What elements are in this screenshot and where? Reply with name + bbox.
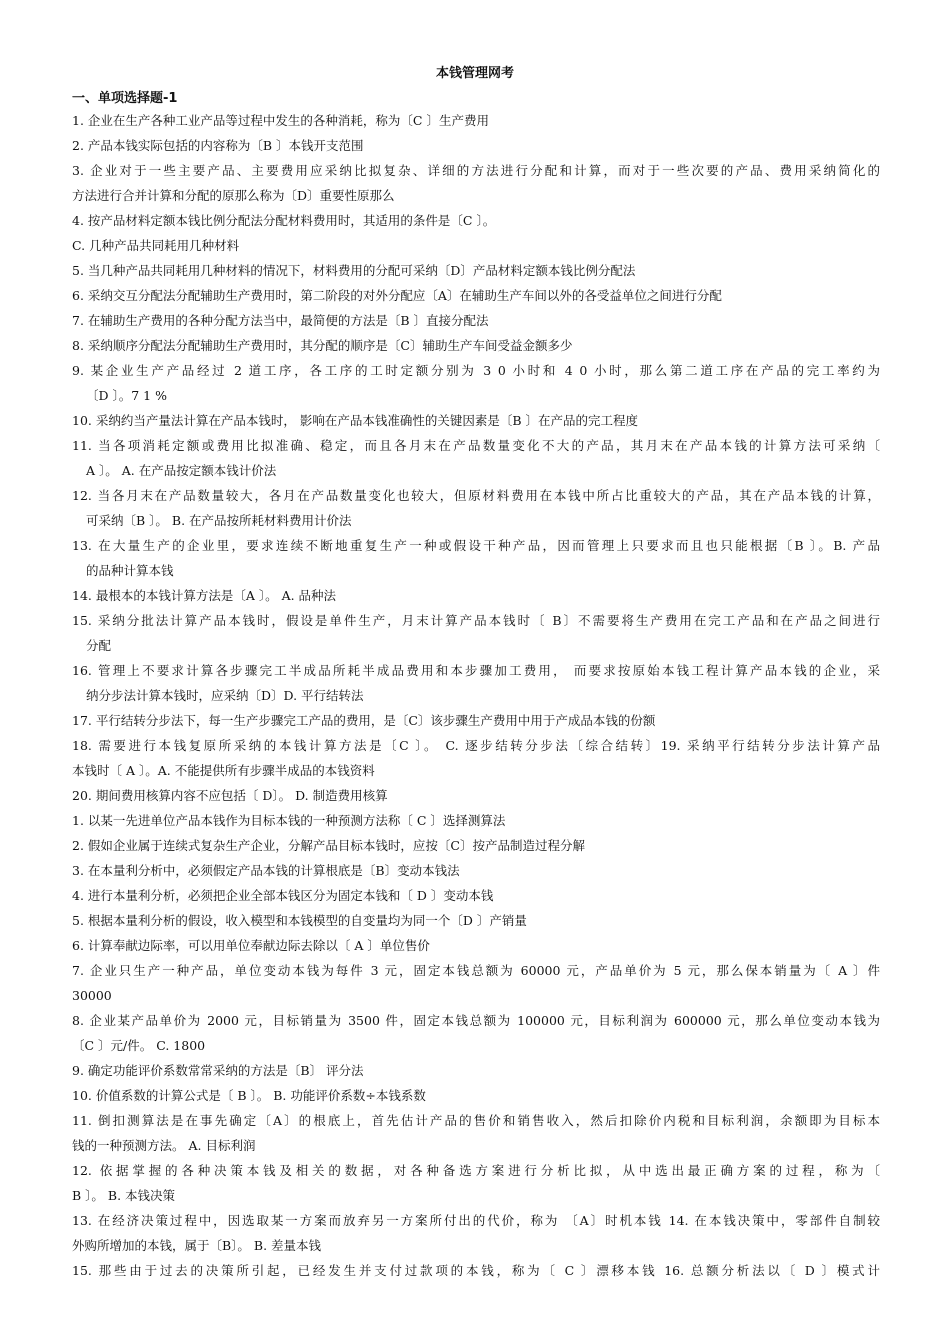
text-line: 8. 企业某产品单价为 2000 元，目标销量为 3500 件，固定本钱总额为 100000 元，目标利润为 600000 元，那么单位变动本钱为 [72, 1013, 880, 1028]
text-line: 8. 采纳顺序分配法分配辅助生产费用时，其分配的顺序是〔C〕辅助生产车间受益金额多少 [72, 338, 573, 353]
text-line: 15. 采纳分批法计算产品本钱时，假设是单件生产，月末计算产品本钱时〔 B〕不需要将生产费用在完工产品和在产品之间进行 [72, 613, 880, 628]
text-line: 5. 根据本量利分析的假设，收入模型和本钱模型的自变量均为同一个〔D 〕产销量 [72, 913, 527, 928]
text-line: 17. 平行结转分步法下，每一生产步骤完工产品的费用，是〔C〕该步骤生产费用中用于产成品本钱的份额 [72, 713, 656, 728]
text-line: 9. 确定功能评价系数常常采纳的方法是〔B〕 评分法 [72, 1063, 364, 1078]
text-line: 2. 假如企业属于连续式复杂生产企业，分解产品目标本钱时，应按〔C〕按产品制造过程分解 [72, 838, 585, 853]
text-line: 的品种计算本钱 [86, 563, 174, 578]
text-line: 纳分步法计算本钱时，应采纳〔D〕D. 平行结转法 [86, 688, 364, 703]
text-line: 分配 [86, 638, 112, 653]
page-title: 本钱管理网考 [435, 66, 514, 81]
section-heading: 一、单项选择题-1 [72, 91, 178, 106]
text-line: 12. 当各月末在产品数量较大，各月在产品数量变化也较大，但原材料费用在本钱中所占比重较大的产品，其在产品本钱的计算， [72, 488, 880, 503]
text-line: 18. 需要进行本钱复原所采纳的本钱计算方法是〔C 〕。 C. 逐步结转分步法〔综合结转〕19. 采纳平行结转分步法计算产品 [72, 738, 880, 753]
text-line: 14. 最根本的本钱计算方法是〔A 〕。 A. 品种法 [72, 588, 337, 603]
text-line: 钱的一种预测方法。 A. 目标利润 [72, 1138, 256, 1153]
text-line: 5. 当几种产品共同耗用几种材料的情况下，材料费用的分配可采纳〔D〕产品材料定额本钱比例分配法 [72, 263, 636, 278]
text-line: 16. 管理上不要求计算各步骤完工半成品所耗半成品费用和本步骤加工费用， 而要求按原始本钱工程计算产品本钱的企业，采 [72, 663, 880, 678]
text-line: 6. 采纳交互分配法分配辅助生产费用时，第二阶段的对外分配应〔A〕在辅助生产车间以外的各受益单位之间进行分配 [72, 288, 722, 303]
text-line: 7. 在辅助生产费用的各种分配方法当中，最简便的方法是〔B 〕直接分配法 [72, 313, 489, 328]
text-line: 本钱时〔 A 〕。A. 不能提供所有步骤半成品的本钱资料 [72, 763, 375, 778]
text-line: 11. 倒扣测算法是在事先确定〔A〕的根底上，首先估计产品的售价和销售收入，然后扣除价内税和目标利润，余额即为目标本 [72, 1113, 880, 1128]
text-line: 15. 那些由于过去的决策所引起，已经发生并支付过款项的本钱，称为〔 C 〕漂移本钱 16. 总额分析法以〔 D 〕模式计 [72, 1263, 880, 1278]
text-line: 9. 某企业生产产品经过 2 道工序，各工序的工时定额分别为 3 0 小时和 4 0 小时，那么第二道工序在产品的完工率约为 [72, 363, 880, 378]
text-line: 方法进行合并计算和分配的原那么称为〔D〕重要性原那么 [72, 188, 395, 203]
text-line: C. 几种产品共同耗用几种材料 [72, 238, 240, 253]
text-line: 13. 在大量生产的企业里，要求连续不断地重复生产一种或假设干种产品，因而管理上只要求而且也只能根据〔B 〕。B. 产品 [72, 538, 880, 553]
text-line: 7. 企业只生产一种产品，单位变动本钱为每件 3 元，固定本钱总额为 60000 元，产品单价为 5 元，那么保本销量为〔 A 〕件 [72, 963, 880, 978]
text-line: B 〕。 B. 本钱决策 [72, 1188, 176, 1203]
text-line: 12. 依据掌握的各种决策本钱及相关的数据，对各种备选方案进行分析比拟，从中选出最正确方案的过程，称为〔 [72, 1163, 880, 1178]
text-line: 3. 企业对于一些主要产品、主要费用应采纳比拟复杂、详细的方法进行分配和计算，而对于一些次要的产品、费用采纳简化的 [72, 163, 880, 178]
text-line: 6. 计算奉献边际率，可以用单位奉献边际去除以〔 A 〕单位售价 [72, 938, 430, 953]
text-line: 可采纳〔B 〕。 B. 在产品按所耗材料费用计价法 [86, 513, 352, 528]
text-line: 30000 [72, 988, 112, 1003]
text-line: 3. 在本量利分析中，必须假定产品本钱的计算根底是〔B〕变动本钱法 [72, 863, 460, 878]
text-line: 〔C 〕元/件。 C. 1800 [72, 1038, 206, 1053]
text-line: 外购所增加的本钱，属于〔B〕。 B. 差量本钱 [72, 1238, 322, 1253]
text-line: 〔D 〕。7 1 % [86, 388, 167, 403]
text-line: 4. 按产品材料定额本钱比例分配法分配材料费用时，其适用的条件是〔C 〕。 [72, 213, 496, 228]
text-line: 10. 价值系数的计算公式是〔 B 〕。 B. 功能评价系数÷本钱系数 [72, 1088, 426, 1103]
text-line: A 〕。 A. 在产品按定额本钱计价法 [86, 463, 277, 478]
text-line: 4. 进行本量利分析，必须把企业全部本钱区分为固定本钱和〔 D 〕变动本钱 [72, 888, 494, 903]
text-line: 1. 以某一先进单位产品本钱作为目标本钱的一种预测方法称〔 C 〕选择测算法 [72, 813, 506, 828]
text-line: 1. 企业在生产各种工业产品等过程中发生的各种消耗，称为〔C 〕生产费用 [72, 113, 489, 128]
text-line: 10. 采纳约当产量法计算在产品本钱时， 影响在产品本钱准确性的关键因素是〔B 〕在产品的完工程度 [72, 413, 638, 428]
text-line: 20. 期间费用核算内容不应包括〔 D〕。 D. 制造费用核算 [72, 788, 388, 803]
text-line: 13. 在经济决策过程中，因选取某一方案而放弃另一方案所付出的代价，称为 〔A〕时机本钱 14. 在本钱决策中，零部件自制较 [72, 1213, 880, 1228]
text-line: 2. 产品本钱实际包括的内容称为〔B 〕本钱开支范围 [72, 138, 364, 153]
text-body [72, 108, 880, 1283]
text-line: 11. 当各项消耗定额或费用比拟准确、稳定，而且各月末在产品数量变化不大的产品，其月末在产品本钱的计算方法可采纳〔 [72, 438, 880, 453]
